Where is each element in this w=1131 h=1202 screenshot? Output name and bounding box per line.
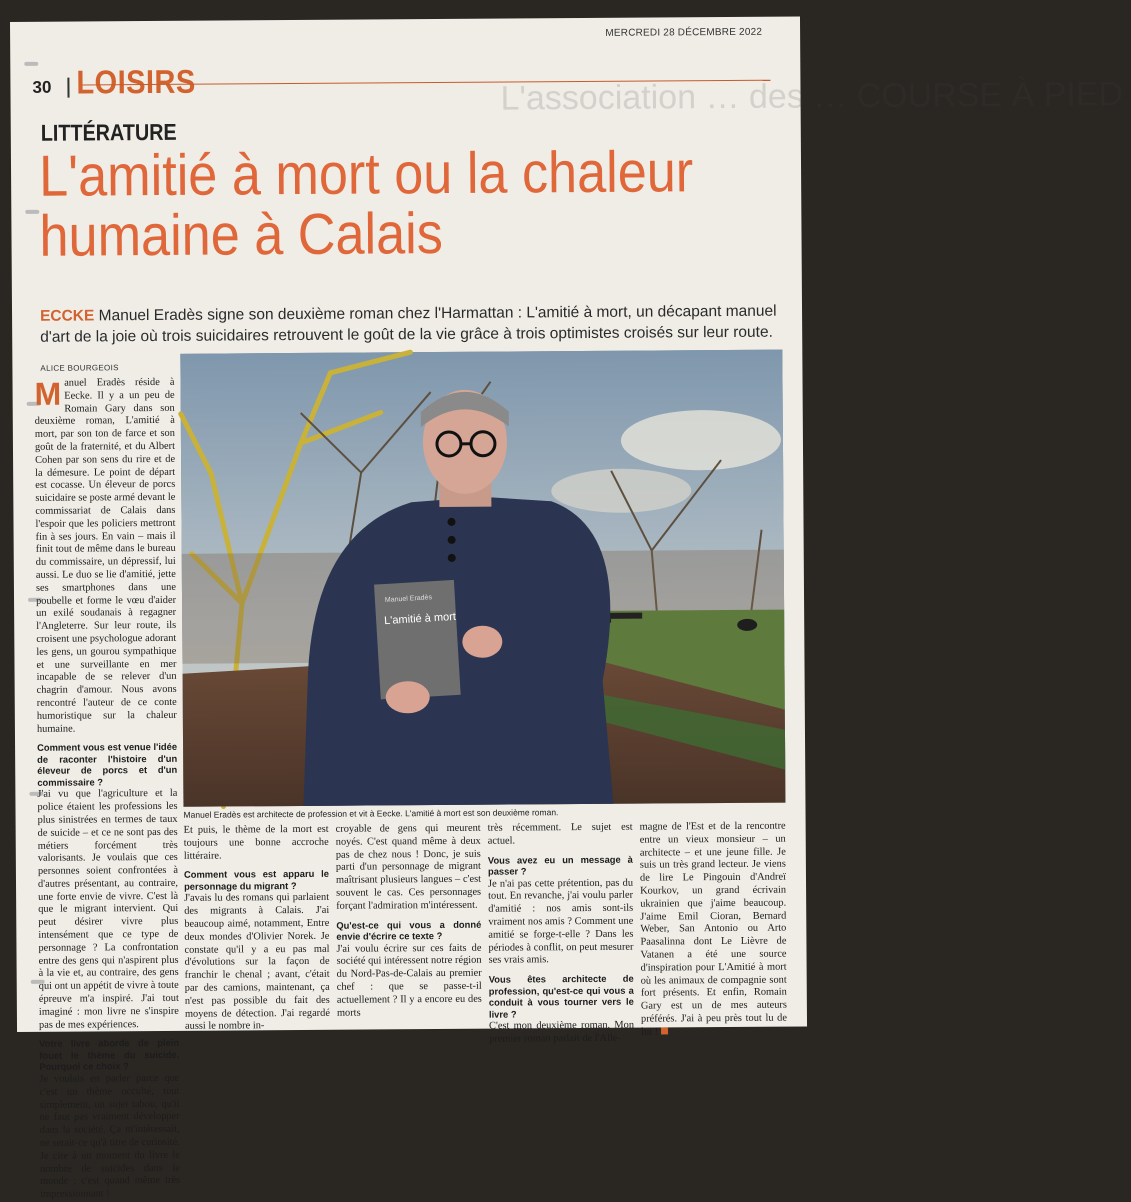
- book-cover-title: L'amitié à mort: [383, 610, 457, 628]
- header-divider: [67, 78, 69, 98]
- answer-1: J'ai vu que l'agriculture et la police étaient les professions les plus sinistrées en termes de taux de suicide – et ce ne sont pas des métiers forcément très valorisants. Je voulais que ces personnes soient confrontées à d'autres présentant, au contraire, une forte envie de vivre. C'est là que le migrant intervient. Qui peut désirer vivre plus intensément que ce type de personnage ? La confrontation entre des gens qui n'aspirent plus à la vie et, au contraire, des gens qui ont un appétit de vivre à toute épreuve m'a inspiré. J'ai tout imaginé : mon livre ne s'inspire pas de mes expériences.: [37, 788, 179, 1031]
- lead-place: ECCKE: [39, 307, 95, 325]
- question-5: Vous avez eu un message à passer ?: [487, 853, 633, 877]
- answer-4: J'ai voulu écrire sur ces faits de société qui intéressent notre région du Nord-Pas-de-Calais au premier chef : que se passe-t-il actuellement ? Il y a encore eu des morts: [336, 942, 482, 1019]
- photo-caption: Manuel Eradès est architecte de profession et vit à Eecke. L'amitié à mort est son deuxième roman.: [183, 807, 559, 820]
- issue-date: MERCREDI 28 DÉCEMBRE 2022: [605, 26, 763, 39]
- page-number: 30: [32, 77, 52, 97]
- article-column-5: [639, 820, 788, 1038]
- answer-6-continued: magne de l'Est et de la rencontre entre un vieux monsieur – un architecte – et une jeune fille. Je suis un très grand lecteur. Je viens de lire Le Pingouin d'Andreï Kourkov, un grand écrivain ukrainien que j'aime beaucoup. J'aime Emil Cioran, Bernard Weber, San Antonio ou Arto Paasalinna dont Le Lièvre de Vatanen a été une source d'inspiration pour L'Amitié à mort où les animaux de compagnie sont fort présents. Et enfin, Romain Gary est un de mes auteurs préférés. J'ai à peu près tout lu de lui !: [639, 820, 788, 1038]
- binder-hole: [24, 62, 38, 66]
- dropcap: M: [34, 375, 62, 412]
- article-headline: L'amitié à mort ou la chaleur humaine à Calais: [38, 139, 694, 269]
- lead-text: Manuel Eradès signe son deuxième roman chez l'Harmattan : L'amitié à mort, un décapant manuel d'art de la joie où trois suicidaires retrouvent le goût de la vie grâce à trois optimistes croisés sur leur route.: [40, 302, 777, 346]
- book-cover-author: Manuel Eradès: [384, 594, 433, 605]
- answer-6: C'est mon deuxième roman. Mon premier roman parlait de l'Alle-: [488, 1019, 635, 1045]
- answer-2: Je voulais en parler parce que c'est un thème occulté, tout simplement, un sujet tabou, qu'il ne faut pas vraiment développer dans la société. Ça m'intéressait, ne serait-ce qu'à titre de curiosité. Je cite à un moment du livre le nombre de suicides dans le monde : c'est quand même très impressionnant !: [39, 1072, 181, 1200]
- article-column-1: [34, 375, 181, 1200]
- section-title: LOISIRS: [76, 62, 196, 101]
- question-3: Comment vous est apparu le personnage du migrant ?: [183, 868, 329, 892]
- author-photo: [180, 350, 785, 807]
- answer-2-continued: Et puis, le thème de la mort est toujours une bonne accroche littéraire.: [183, 823, 329, 862]
- article-column-2: [183, 823, 330, 1033]
- binder-hole: [25, 210, 39, 214]
- newspaper-page: [10, 16, 1124, 1200]
- question-1: Comment vous est venue l'idée de raconter l'histoire d'un éleveur de porcs et d'un commissaire ?: [37, 741, 178, 788]
- answer-4-continued: très récemment. Le sujet est actuel.: [487, 821, 633, 847]
- question-2: Votre livre aborde de plein fouet le thème du suicide. Pourquoi ce choix ?: [39, 1037, 180, 1073]
- question-6: Vous êtes architecte de profession, qu'est-ce qui vous a conduit à vous tourner vers le livre ?: [488, 972, 634, 1020]
- article-lead: [40, 301, 785, 348]
- answer-5: Je n'ai pas cette prétention, pas du tout. En revanche, j'ai voulu parler d'amitié : nos amis sont-ils vraiment nos amis ? Comment une amitié se forge-t-elle ? Dans les périodes à conflit, on peut mesurer ses vrais amis.: [487, 877, 634, 967]
- article-column-4: [487, 821, 635, 1045]
- article-column-3: [336, 823, 482, 1024]
- question-4: Qu'est-ce qui vous a donné envie d'écrire ce texte ?: [336, 918, 482, 942]
- article-kicker: LITTÉRATURE: [40, 118, 177, 146]
- byline: ALICE BOURGEOIS: [40, 363, 119, 373]
- answer-3-continued: croyable de gens qui meurent noyés. C'est quand même à deux pas de chez nous ! Donc, je suis parti d'un personnage de migrant maîtrisant plusieurs langues – c'est souvent le cas. Ces personnages forçant l'admiration m'intéressent.: [335, 822, 482, 912]
- answer-3: J'avais lu des romans qui parlaient des migrants à Calais. J'ai beaucoup aimé, notamment, Entre deux mondes d'Olivier Norek. Je constate qu'il y a eu pas mal d'évolutions sur la façon de franchir le chenal ; avant, c'était par des camions, maintenant, ça n'est pas possible du fait des moyens de détection. J'ai regardé aussi le nombre in-: [184, 892, 330, 1033]
- bleed-through-text: L'association … des … COURSE À PIED: [500, 75, 1124, 118]
- end-mark: [661, 1027, 668, 1034]
- article-intro: anuel Eradès réside à Eecke. Il y a un peu de Romain Gary dans son deuxième roman, L'amitié à mort, par son ton de farce et son goût de la fraternité, et du Albert Cohen par son sens du rire et de la démesure. Le point de départ est cocasse. Un éleveur de porcs suicidaire se poste armé devant le commissariat de Calais dans l'espoir que les policiers mettront fin à ses jours. En vain – mais il finit tout de même dans le bureau du commissaire, un dépressif, lui aussi. Le duo se lie d'amitié, jette ses smartphones dans une poubelle et forme le vœu d'aider un exilé soudanais à regagner l'Angleterre. Sur leur route, ils croisent une psychologue adorant les gens, un gourou sympathique et une surveillante en mer incapable de se relever d'un chagrin d'amour. Nous avons rencontré l'auteur de ce conte humoristique sur la chaleur humaine.: [34, 376, 177, 735]
